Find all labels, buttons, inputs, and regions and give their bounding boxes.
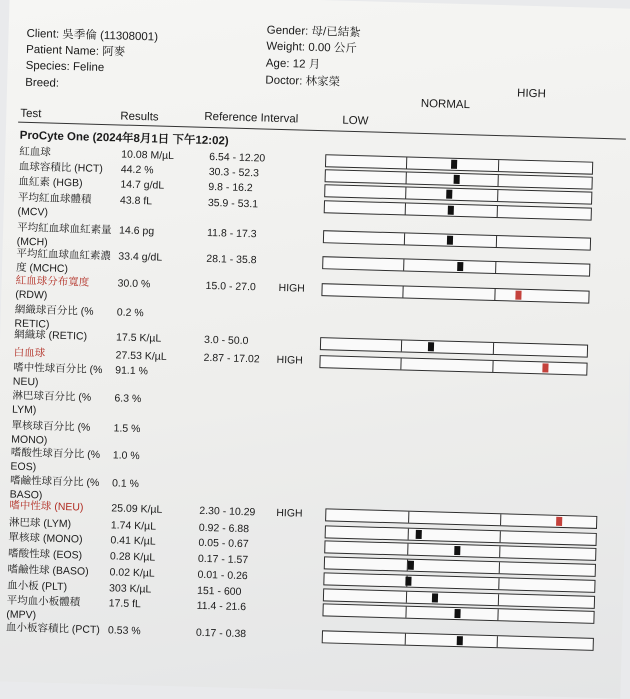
test-name: 白血球 [13,346,46,360]
test-name: 網織球百分比 (% [14,303,94,318]
range-divider [406,172,407,183]
range-divider [492,361,493,372]
high-flag: HIGH [276,506,303,520]
range-divider [402,286,403,297]
range-divider [494,289,495,300]
test-result: 1.5 % [113,422,141,436]
range-divider [498,160,499,171]
results-column-header: Results [120,110,159,124]
range-divider [497,636,498,647]
test-result: 0.02 K/µL [109,566,155,580]
test-name: 嗜酸性球 (EOS) [7,547,83,562]
test-name: 平均血小板體積 [6,594,81,609]
range-divider [498,175,499,186]
test-result: 0.28 K/µL [109,550,156,564]
test-result: 17.5 fL [108,597,141,611]
reference-interval: 2.87 - 17.02 [203,351,260,366]
test-name: 血紅素 (HGB) [18,175,83,190]
range-divider [499,562,500,573]
weight-label: Weight: 0.00 公斤 [266,40,358,56]
result-marker [432,593,438,602]
test-result: 1.74 K/µL [110,519,157,533]
range-divider [497,609,498,620]
test-result: 25.09 K/µL [111,502,163,516]
range-divider [405,187,406,198]
result-marker [454,609,460,618]
range-graph [10,0,630,9]
test-name: 紅血球分布寬度 [15,274,90,289]
range-divider [496,236,497,247]
test-name: 單核球 (MONO) [8,531,83,546]
test-name-continued: EOS) [10,460,37,474]
high-flag: HIGH [276,353,303,367]
range-divider [405,203,406,214]
reference-interval: 15.0 - 27.0 [205,279,256,294]
reference-interval: 0.17 - 0.38 [195,626,247,641]
range-divider [497,206,498,217]
test-result: 303 K/µL [108,582,152,596]
result-marker [454,546,460,555]
range-divider [493,343,494,354]
test-name-continued: NEU) [12,375,39,389]
range-bar [322,256,590,276]
client-label: Client: 吳季倫 (11308001) [26,27,159,44]
reference-interval: 11.8 - 17.3 [206,226,257,241]
test-result: 1.0 % [112,449,140,463]
test-name: 單核球百分比 (% [11,419,91,434]
range-divider [406,157,407,168]
test-name-continued: (RDW) [15,288,48,302]
reference-interval: 9.8 - 16.2 [208,180,253,195]
reference-interval: 151 - 600 [196,584,242,599]
test-name: 平均紅血球血紅素量 [16,221,112,237]
test-name: 嗜中性球百分比 (% [13,361,103,377]
test-name: 網織球 (RETIC) [14,328,88,343]
range-bar [319,355,587,375]
test-name: 淋巴球百分比 (% [12,389,92,404]
test-name: 血小板容積比 (PCT) [5,621,101,637]
test-column-header: Test [20,107,42,121]
test-name: 嗜鹼性球百分比 (% [9,474,100,490]
result-marker [416,530,422,539]
result-marker [556,517,562,526]
test-name-continued: RETIC) [14,317,50,331]
range-bar [321,283,589,303]
test-name-continued: (MPV) [6,608,37,622]
range-divider [408,529,409,540]
range-divider [405,607,406,618]
range-divider [500,514,501,525]
test-result: 43.8 fL [119,194,153,208]
result-marker [446,190,452,199]
reference-interval: 3.0 - 50.0 [203,333,249,348]
range-divider [401,340,402,351]
range-divider [400,358,401,369]
test-result: 0.1 % [111,477,140,491]
reference-interval: 35.9 - 53.1 [207,196,259,211]
range-bar [320,337,588,357]
result-marker [515,291,521,300]
test-result: 0.41 K/µL [110,534,156,548]
high-column-header: HIGH [516,87,547,101]
range-divider [495,262,496,273]
high-flag: HIGH [278,281,305,295]
low-column-header: LOW [342,114,369,128]
patient-name-label: Patient Name: 阿麥 [25,43,126,59]
range-bar [322,630,594,651]
normal-column-header: NORMAL [420,97,471,112]
test-name-continued: (MCH) [16,235,48,249]
test-name-continued: BASO) [9,488,43,502]
range-divider [403,259,404,270]
range-divider [498,578,499,589]
range-divider [405,634,406,645]
result-marker [405,577,411,586]
reference-interval: 0.92 - 6.88 [198,521,250,536]
test-name: 淋巴球 (LYM) [8,516,72,531]
range-divider [406,592,407,603]
range-divider [499,546,500,557]
test-result: 27.53 K/µL [115,349,167,363]
test-name: 平均紅血球血紅素濃 [16,247,112,263]
test-result: 14.7 g/dL [120,178,165,192]
reference-interval: 0.17 - 1.57 [197,552,249,567]
breed-label: Breed: [25,76,60,90]
test-result: 0.53 % [107,624,141,638]
test-name-continued: 度 (MCHC) [15,261,69,276]
test-result: 0.2 % [116,306,144,320]
result-marker [408,561,414,570]
test-name: 嗜鹼性球 (BASO) [7,563,89,578]
reference-interval: 6.54 - 12.20 [209,150,266,165]
test-result: 44.2 % [120,163,154,177]
test-name-continued: MONO) [11,433,48,447]
range-divider [498,594,499,605]
range-divider [404,233,405,244]
test-result: 14.6 pg [118,224,155,238]
result-marker [457,636,463,645]
range-divider [408,512,409,523]
test-name: 平均紅血球體積 [17,191,92,206]
test-name: 紅血球 [19,145,51,159]
reference-interval: 2.30 - 10.29 [199,504,256,519]
result-marker [448,206,454,215]
gender-label: Gender: 母/已結紮 [266,24,361,40]
test-name-continued: (MCV) [17,205,49,219]
result-marker [542,363,548,372]
result-marker [447,236,453,245]
reference-interval: 30.3 - 52.3 [208,165,260,180]
range-bar [323,230,591,250]
test-name: 嗜酸性球百分比 (% [10,446,101,462]
doctor-label: Doctor: 林家榮 [265,74,341,89]
range-divider [497,190,498,201]
section-title: ProCyte One (2024年8月1日 下午12:02) [19,129,229,148]
reference-interval: 0.01 - 0.26 [197,568,248,583]
test-name: 血小板 (PLT) [6,579,68,594]
test-name: 嗜中性球 (NEU) [9,499,84,514]
result-marker [457,262,463,271]
result-marker [428,342,434,351]
test-result: 33.4 g/dL [118,250,163,264]
test-result: 6.3 % [114,392,142,406]
result-marker [454,175,460,184]
reference-column-header: Reference Interval [204,110,299,126]
test-result: 10.08 M/µL [121,148,175,162]
test-result: 91.1 % [115,364,149,378]
test-name: 血球容積比 (HCT) [18,160,103,176]
range-divider [500,531,501,542]
test-result: 17.5 K/µL [115,331,162,345]
reference-interval: 28.1 - 35.8 [206,252,257,267]
species-label: Species: Feline [25,59,105,75]
reference-interval: 11.4 - 21.6 [196,599,247,614]
test-result: 30.0 % [117,277,151,291]
age-label: Age: 12 月 [265,57,321,72]
test-name-continued: LYM) [11,403,37,417]
reference-interval: 0.05 - 0.67 [198,536,249,551]
result-marker [451,160,457,169]
range-divider [407,544,408,555]
